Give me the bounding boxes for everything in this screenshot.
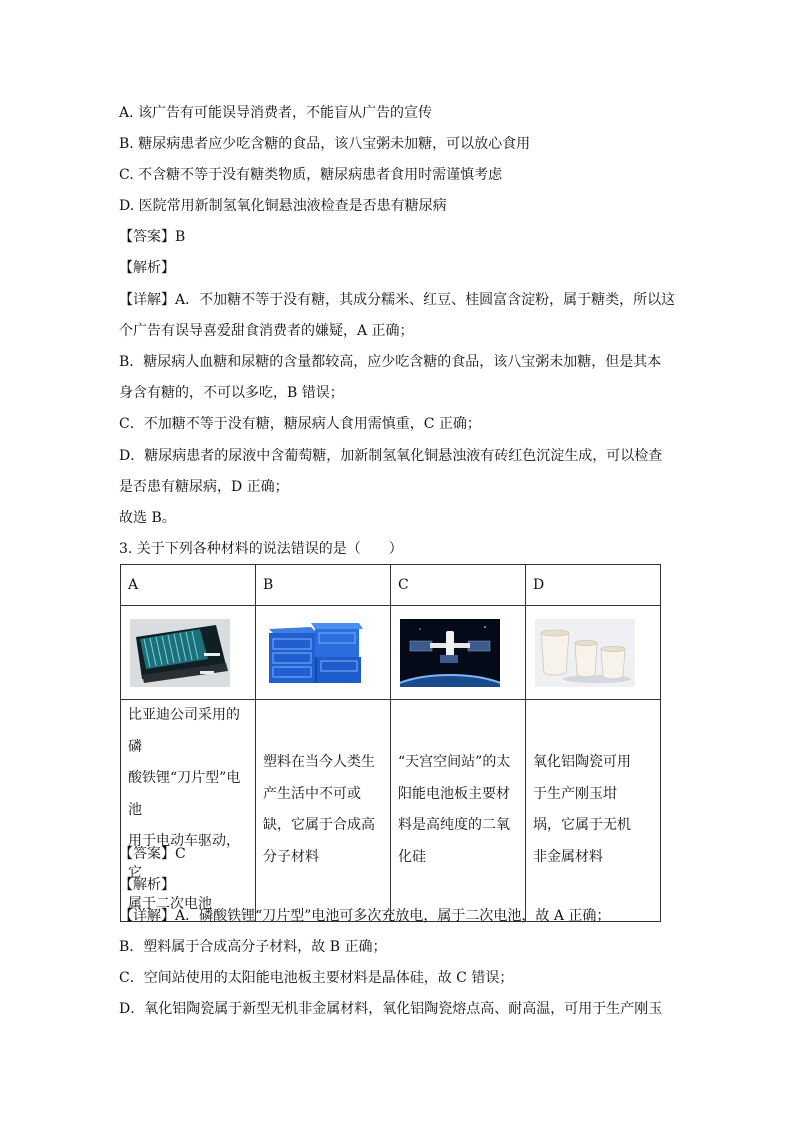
- materials-table: [120, 564, 661, 922]
- conclusion-line: 故选 B。: [119, 510, 176, 526]
- table-header-row: [121, 565, 661, 606]
- analysis-label: 【解析】: [119, 877, 175, 893]
- alumina-crucibles-image: [535, 619, 635, 687]
- explanation-line: B．糖尿病人血糖和尿糖的含量都较高，应少吃含糖的食品，该八宝粥未加糖，但是其本: [119, 354, 662, 370]
- description-b: 塑料在当今人类生 产生活中不可或 缺，它属于合成高 分子材料: [256, 700, 391, 922]
- description-d: 氧化铝陶瓷可用 于生产刚玉坩 埚，它属于无机 非金属材料: [526, 700, 661, 922]
- column-header-c: C: [391, 565, 526, 606]
- analysis-label: 【解析】: [119, 260, 175, 276]
- blade-battery-image: [130, 619, 230, 687]
- explanation-line: 个广告有误导喜爱甜食消费者的嫌疑，A 正确；: [119, 323, 414, 339]
- description-a: 比亚迪公司采用的磷 酸铁锂“刀片型”电池 用于电动车驱动，它 属于二次电池: [121, 700, 256, 922]
- explanation-line: C．不加糖不等于没有糖，糖尿病人食用需慎重，C 正确；: [119, 416, 481, 432]
- description-c: “天宫空间站”的太 阳能电池板主要材 料是高纯度的二氧 化硅: [391, 700, 526, 922]
- explanation-line: D．氧化铝陶瓷属于新型无机非金属材料，氧化铝陶瓷熔点高、耐高温，可用于生产刚玉: [119, 1001, 663, 1017]
- option-c: C. 不含糖不等于没有糖类物质，糖尿病患者食用时需谨慎考虑: [119, 167, 503, 183]
- column-header-d: D: [526, 565, 661, 606]
- explanation-line: 【详解】A．磷酸铁锂“刀片型”电池可多次充放电，属于二次电池，故 A 正确；: [119, 908, 611, 924]
- option-d: D. 医院常用新制氢氧化铜悬浊液检查是否患有糖尿病: [119, 198, 447, 214]
- table-description-row: [121, 700, 661, 922]
- explanation-line: 是否患有糖尿病，D 正确；: [119, 479, 289, 495]
- question-3-stem: 3. 关于下列各种材料的说法错误的是（ ）: [119, 541, 403, 557]
- explanation-line: 【详解】A．不加糖不等于没有糖，其成分糯米、红豆、桂圆富含淀粉，属于糖类，所以这: [119, 292, 676, 308]
- explanation-line: B．塑料属于合成高分子材料，故 B 正确；: [119, 939, 387, 955]
- column-header-b: B: [256, 565, 391, 606]
- column-header-a: A: [121, 565, 256, 606]
- space-station-image: [400, 619, 500, 687]
- option-a: A. 该广告有可能误导消费者，不能盲从广告的宣传: [119, 105, 433, 121]
- answer-label: 【答案】C: [119, 846, 186, 862]
- table-image-row: [121, 606, 661, 700]
- plastic-crates-image: [265, 619, 365, 687]
- answer-label: 【答案】B: [119, 229, 186, 245]
- explanation-line: C．空间站使用的太阳能电池板主要材料是晶体硅，故 C 错误；: [119, 970, 514, 986]
- explanation-line: 身含有糖的，不可以多吃，B 错误；: [119, 385, 344, 401]
- explanation-line: D．糖尿病患者的尿液中含葡萄糖，加新制氢氧化铜悬浊液有砖红色沉淀生成，可以检查: [119, 448, 663, 464]
- option-b: B. 糖尿病患者应少吃含糖的食品，该八宝粥未加糖，可以放心食用: [119, 136, 531, 152]
